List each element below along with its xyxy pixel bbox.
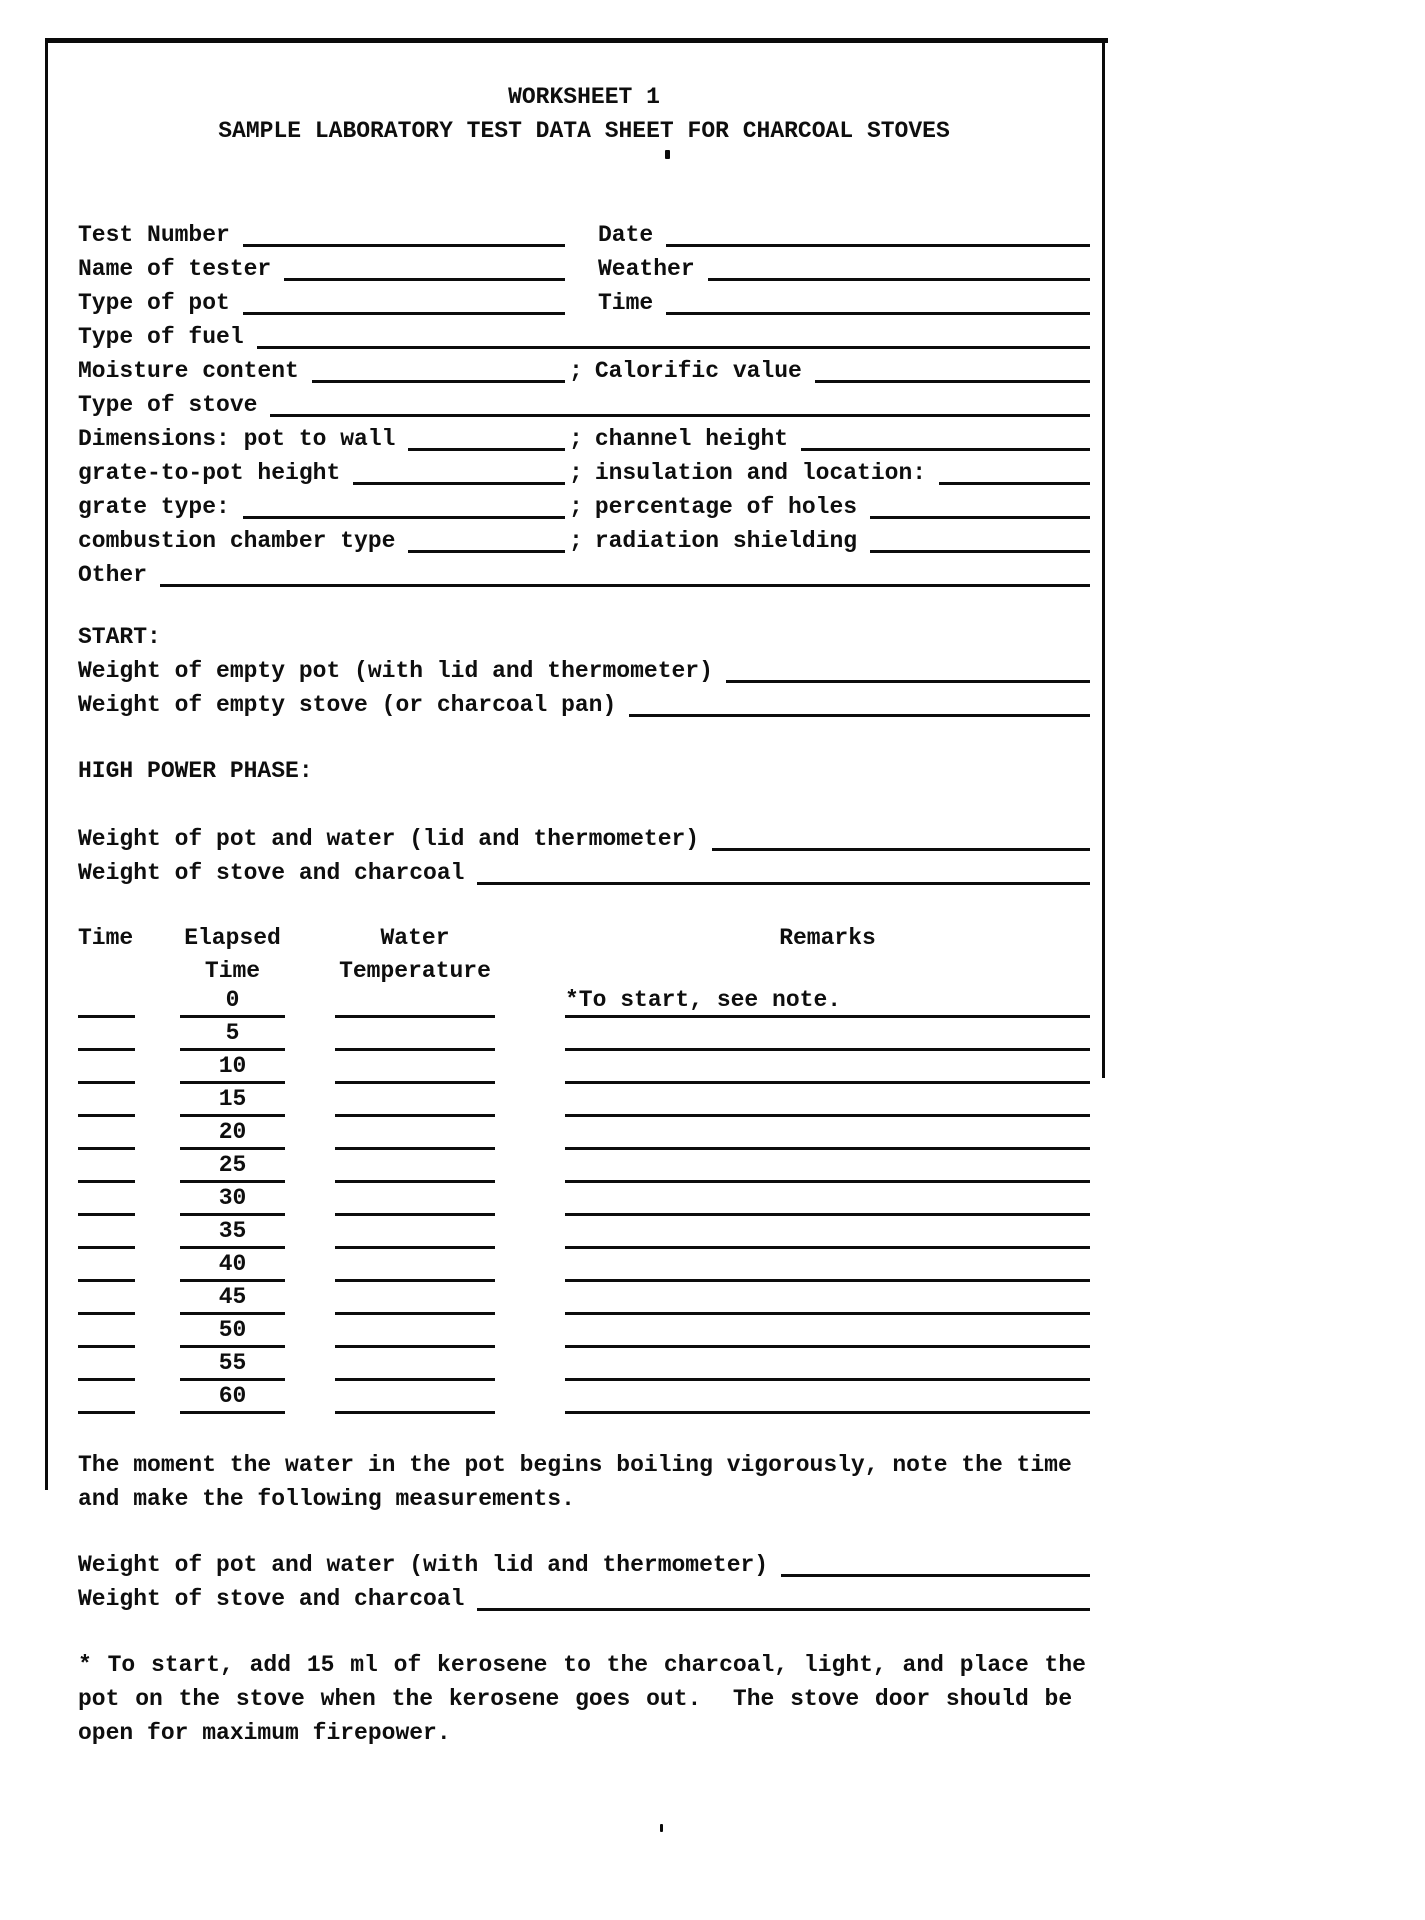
elapsed-time-value: 5: [180, 1019, 285, 1051]
water-temperature-blank-line: [335, 1279, 495, 1282]
water-temperature-blank-line: [335, 1081, 495, 1084]
field-label-dimensions-pot-to-wall: Dimensions: pot to wall: [78, 426, 396, 452]
blank-line-weather: [708, 278, 1090, 281]
field-row-other: [78, 558, 1090, 592]
start-section: [78, 620, 1090, 722]
spacer-line: [78, 788, 1090, 822]
remarks-line: [565, 1279, 1090, 1282]
elapsed-time-value: 50: [180, 1316, 285, 1348]
label-weight-empty-stove: Weight of empty stove (or charcoal pan): [78, 692, 617, 718]
time-blank-line: [78, 1114, 135, 1117]
scan-frame-left-border: [45, 38, 48, 1490]
field-label-calorific-value: Calorific value: [594, 358, 802, 384]
header-time: Time: [78, 925, 134, 951]
water-temperature-blank-line: [335, 1114, 495, 1117]
field-row-grate-insulation: [78, 456, 1090, 490]
footnote-line3: open for maximum firepower.: [78, 1720, 451, 1746]
elapsed-time-value: 10: [180, 1052, 285, 1084]
elapsed-time-value: 45: [180, 1283, 285, 1315]
footnote-line2: pot on the stove when the kerosene goes out. The stove door should be: [78, 1686, 1073, 1712]
time-blank-line: [78, 1081, 135, 1084]
footnote-line1: * To start, add 15 ml of kerosene to the charcoal, light, and place the: [78, 1652, 1086, 1678]
header-remarks: Remarks: [779, 925, 876, 951]
log-table-rows: [78, 988, 1090, 1417]
table-row: [78, 1153, 1090, 1186]
field-label-weather: Weather: [598, 256, 695, 282]
blank-line-type-of-fuel: [257, 346, 1090, 349]
table-row: [78, 1252, 1090, 1285]
blank-line-calorific-value: [815, 380, 1090, 383]
row-weight-empty-stove: [78, 688, 1090, 722]
table-row: [78, 1120, 1090, 1153]
blank-line-combustion-chamber: [408, 550, 565, 553]
blank-line-weight-stove-charcoal-boil: [477, 1608, 1090, 1611]
field-label-type-of-fuel: Type of fuel: [78, 324, 244, 350]
field-label-type-of-stove: Type of stove: [78, 392, 258, 418]
blank-line-weight-stove-charcoal: [477, 882, 1090, 885]
remarks-line: [565, 1180, 1090, 1183]
separator-semicolon: ;: [569, 426, 583, 452]
section-heading-start: START:: [78, 624, 161, 650]
table-row: [78, 1318, 1090, 1351]
blank-line-time: [666, 312, 1090, 315]
field-row-gratetype-holes: [78, 490, 1090, 524]
page-subtitle: SAMPLE LABORATORY TEST DATA SHEET FOR CHARCOAL STOVES: [218, 118, 950, 144]
field-label-percentage-of-holes: percentage of holes: [594, 494, 858, 520]
field-label-combustion-chamber-type: combustion chamber type: [78, 528, 396, 554]
water-temperature-blank-line: [335, 1147, 495, 1150]
time-blank-line: [78, 1147, 135, 1150]
row-weight-stove-charcoal: [78, 856, 1090, 890]
table-row: [78, 1186, 1090, 1219]
water-temperature-blank-line: [335, 1180, 495, 1183]
blank-line-weight-empty-stove: [629, 714, 1090, 717]
blank-line-grate-type: [243, 516, 565, 519]
table-row: [78, 988, 1090, 1021]
water-temperature-blank-line: [335, 1345, 495, 1348]
header-elapsed-line2: Time: [204, 958, 261, 984]
page-title: WORKSHEET 1: [508, 84, 660, 110]
time-blank-line: [78, 1015, 135, 1018]
remarks-line: [565, 1147, 1090, 1150]
section-heading-high-power: HIGH POWER PHASE:: [78, 758, 313, 784]
table-row: [78, 1351, 1090, 1384]
remarks-line: [565, 1411, 1090, 1414]
label-weight-pot-water: Weight of pot and water (lid and thermometer): [78, 826, 700, 852]
time-blank-line: [78, 1180, 135, 1183]
field-label-radiation-shielding: radiation shielding: [594, 528, 858, 554]
elapsed-time-value: 40: [180, 1250, 285, 1282]
field-row-type-of-fuel: [78, 320, 1090, 354]
header-water-line1: Water: [380, 925, 450, 951]
separator-semicolon: ;: [569, 358, 583, 384]
header-elapsed-line1: Elapsed: [184, 925, 281, 951]
remarks-line: [565, 1378, 1090, 1381]
field-row-type-of-stove: [78, 388, 1090, 422]
elapsed-time-value: 15: [180, 1085, 285, 1117]
elapsed-time-value: 55: [180, 1349, 285, 1381]
field-row-test-number-date: [78, 218, 1090, 252]
water-temperature-blank-line: [335, 1015, 495, 1018]
boiling-note-line2: and make the following measurements.: [78, 1486, 575, 1512]
remarks-line: [565, 1081, 1090, 1084]
time-blank-line: [78, 1279, 135, 1282]
blank-line-moisture-content: [312, 380, 565, 383]
time-blank-line: [78, 1048, 135, 1051]
field-label-insulation-and-location: insulation and location:: [594, 460, 927, 486]
water-temperature-blank-line: [335, 1378, 495, 1381]
field-label-grate-type: grate type:: [78, 494, 230, 520]
label-weight-empty-pot: Weight of empty pot (with lid and thermometer): [78, 658, 713, 684]
blank-line-weight-pot-water: [712, 848, 1090, 851]
field-label-test-number: Test Number: [78, 222, 230, 248]
field-label-date: Date: [598, 222, 654, 248]
separator-semicolon: ;: [569, 494, 583, 520]
field-label-name-of-tester: Name of tester: [78, 256, 272, 282]
elapsed-time-value: 35: [180, 1217, 285, 1249]
blank-line-weight-pot-water-boil: [781, 1574, 1090, 1577]
scan-frame-top-border: [45, 38, 1108, 43]
row-weight-pot-water: [78, 822, 1090, 856]
water-temperature-blank-line: [335, 1246, 495, 1249]
blank-line-name-of-tester: [284, 278, 565, 281]
table-row: [78, 1285, 1090, 1318]
table-row: [78, 1384, 1090, 1417]
row-weight-empty-pot: [78, 654, 1090, 688]
time-blank-line: [78, 1345, 135, 1348]
blank-line-grate-to-pot-height: [353, 482, 565, 485]
remarks-line: [565, 1213, 1090, 1216]
elapsed-time-value: 20: [180, 1118, 285, 1150]
blank-line-insulation: [939, 482, 1090, 485]
table-row: [78, 1219, 1090, 1252]
table-row: [78, 1021, 1090, 1054]
field-row-tester-weather: [78, 252, 1090, 286]
blank-line-other: [160, 584, 1090, 587]
field-label-time: Time: [598, 290, 654, 316]
field-label-type-of-pot: Type of pot: [78, 290, 230, 316]
boiling-note-line1: The moment the water in the pot begins boiling vigorously, note the time: [78, 1452, 1072, 1478]
separator-semicolon: ;: [569, 460, 583, 486]
header-fields: [78, 218, 1090, 592]
field-row-moisture-calorific: [78, 354, 1090, 388]
blank-line-channel-height: [801, 448, 1090, 451]
boiling-measurements: [78, 1548, 1090, 1616]
high-power-section: [78, 754, 1090, 890]
water-temperature-blank-line: [335, 1411, 495, 1414]
title-block: [78, 80, 1090, 148]
field-label-other: Other: [78, 562, 148, 588]
field-row-dimensions-channel: [78, 422, 1090, 456]
table-header-row-1: [78, 922, 1090, 955]
blank-line-type-of-stove: [270, 414, 1090, 417]
blank-line-radiation-shielding: [870, 550, 1090, 553]
field-label-channel-height: channel height: [594, 426, 789, 452]
time-blank-line: [78, 1246, 135, 1249]
table-header-row-2: [78, 955, 1090, 988]
blank-line-percentage-of-holes: [870, 516, 1090, 519]
remarks-line: *To start, see note.: [565, 986, 1090, 1018]
elapsed-time-value: 60: [180, 1382, 285, 1414]
scan-speck: [665, 150, 670, 159]
remarks-line: [565, 1246, 1090, 1249]
label-weight-stove-charcoal: Weight of stove and charcoal: [78, 860, 465, 886]
blank-line-date: [666, 244, 1090, 247]
scan-frame-right-border: [1102, 38, 1105, 1078]
table-row: [78, 1054, 1090, 1087]
water-temperature-blank-line: [335, 1312, 495, 1315]
boiling-note-paragraph: [78, 1448, 1090, 1516]
water-temperature-blank-line: [335, 1048, 495, 1051]
remarks-line: [565, 1312, 1090, 1315]
time-blank-line: [78, 1378, 135, 1381]
separator-semicolon: ;: [569, 528, 583, 554]
blank-line-test-number: [243, 244, 565, 247]
table-row: [78, 1087, 1090, 1120]
elapsed-time-value: 25: [180, 1151, 285, 1183]
footnote-paragraph: [78, 1648, 1090, 1750]
scan-speck: [660, 1824, 663, 1832]
field-label-grate-to-pot-height: grate-to-pot height: [78, 460, 341, 486]
elapsed-time-value: 30: [180, 1184, 285, 1216]
header-water-line2: Temperature: [339, 958, 491, 984]
measurement-log-table: [78, 922, 1090, 1417]
remarks-line: [565, 1048, 1090, 1051]
time-blank-line: [78, 1411, 135, 1414]
label-weight-pot-water-boil: Weight of pot and water (with lid and thermometer): [78, 1552, 769, 1578]
water-temperature-blank-line: [335, 1213, 495, 1216]
field-label-moisture-content: Moisture content: [78, 358, 299, 384]
label-weight-stove-charcoal-boil: Weight of stove and charcoal: [78, 1586, 465, 1612]
field-row-combustion-shielding: [78, 524, 1090, 558]
blank-line-weight-empty-pot: [726, 680, 1090, 683]
blank-line-type-of-pot: [243, 312, 565, 315]
row-weight-pot-water-boil: [78, 1548, 1090, 1582]
time-blank-line: [78, 1213, 135, 1216]
field-row-pot-time: [78, 286, 1090, 320]
blank-line-pot-to-wall: [408, 448, 565, 451]
remarks-line: [565, 1345, 1090, 1348]
row-weight-stove-charcoal-boil: [78, 1582, 1090, 1616]
time-blank-line: [78, 1312, 135, 1315]
remarks-line: [565, 1114, 1090, 1117]
elapsed-time-value: 0: [180, 986, 285, 1018]
